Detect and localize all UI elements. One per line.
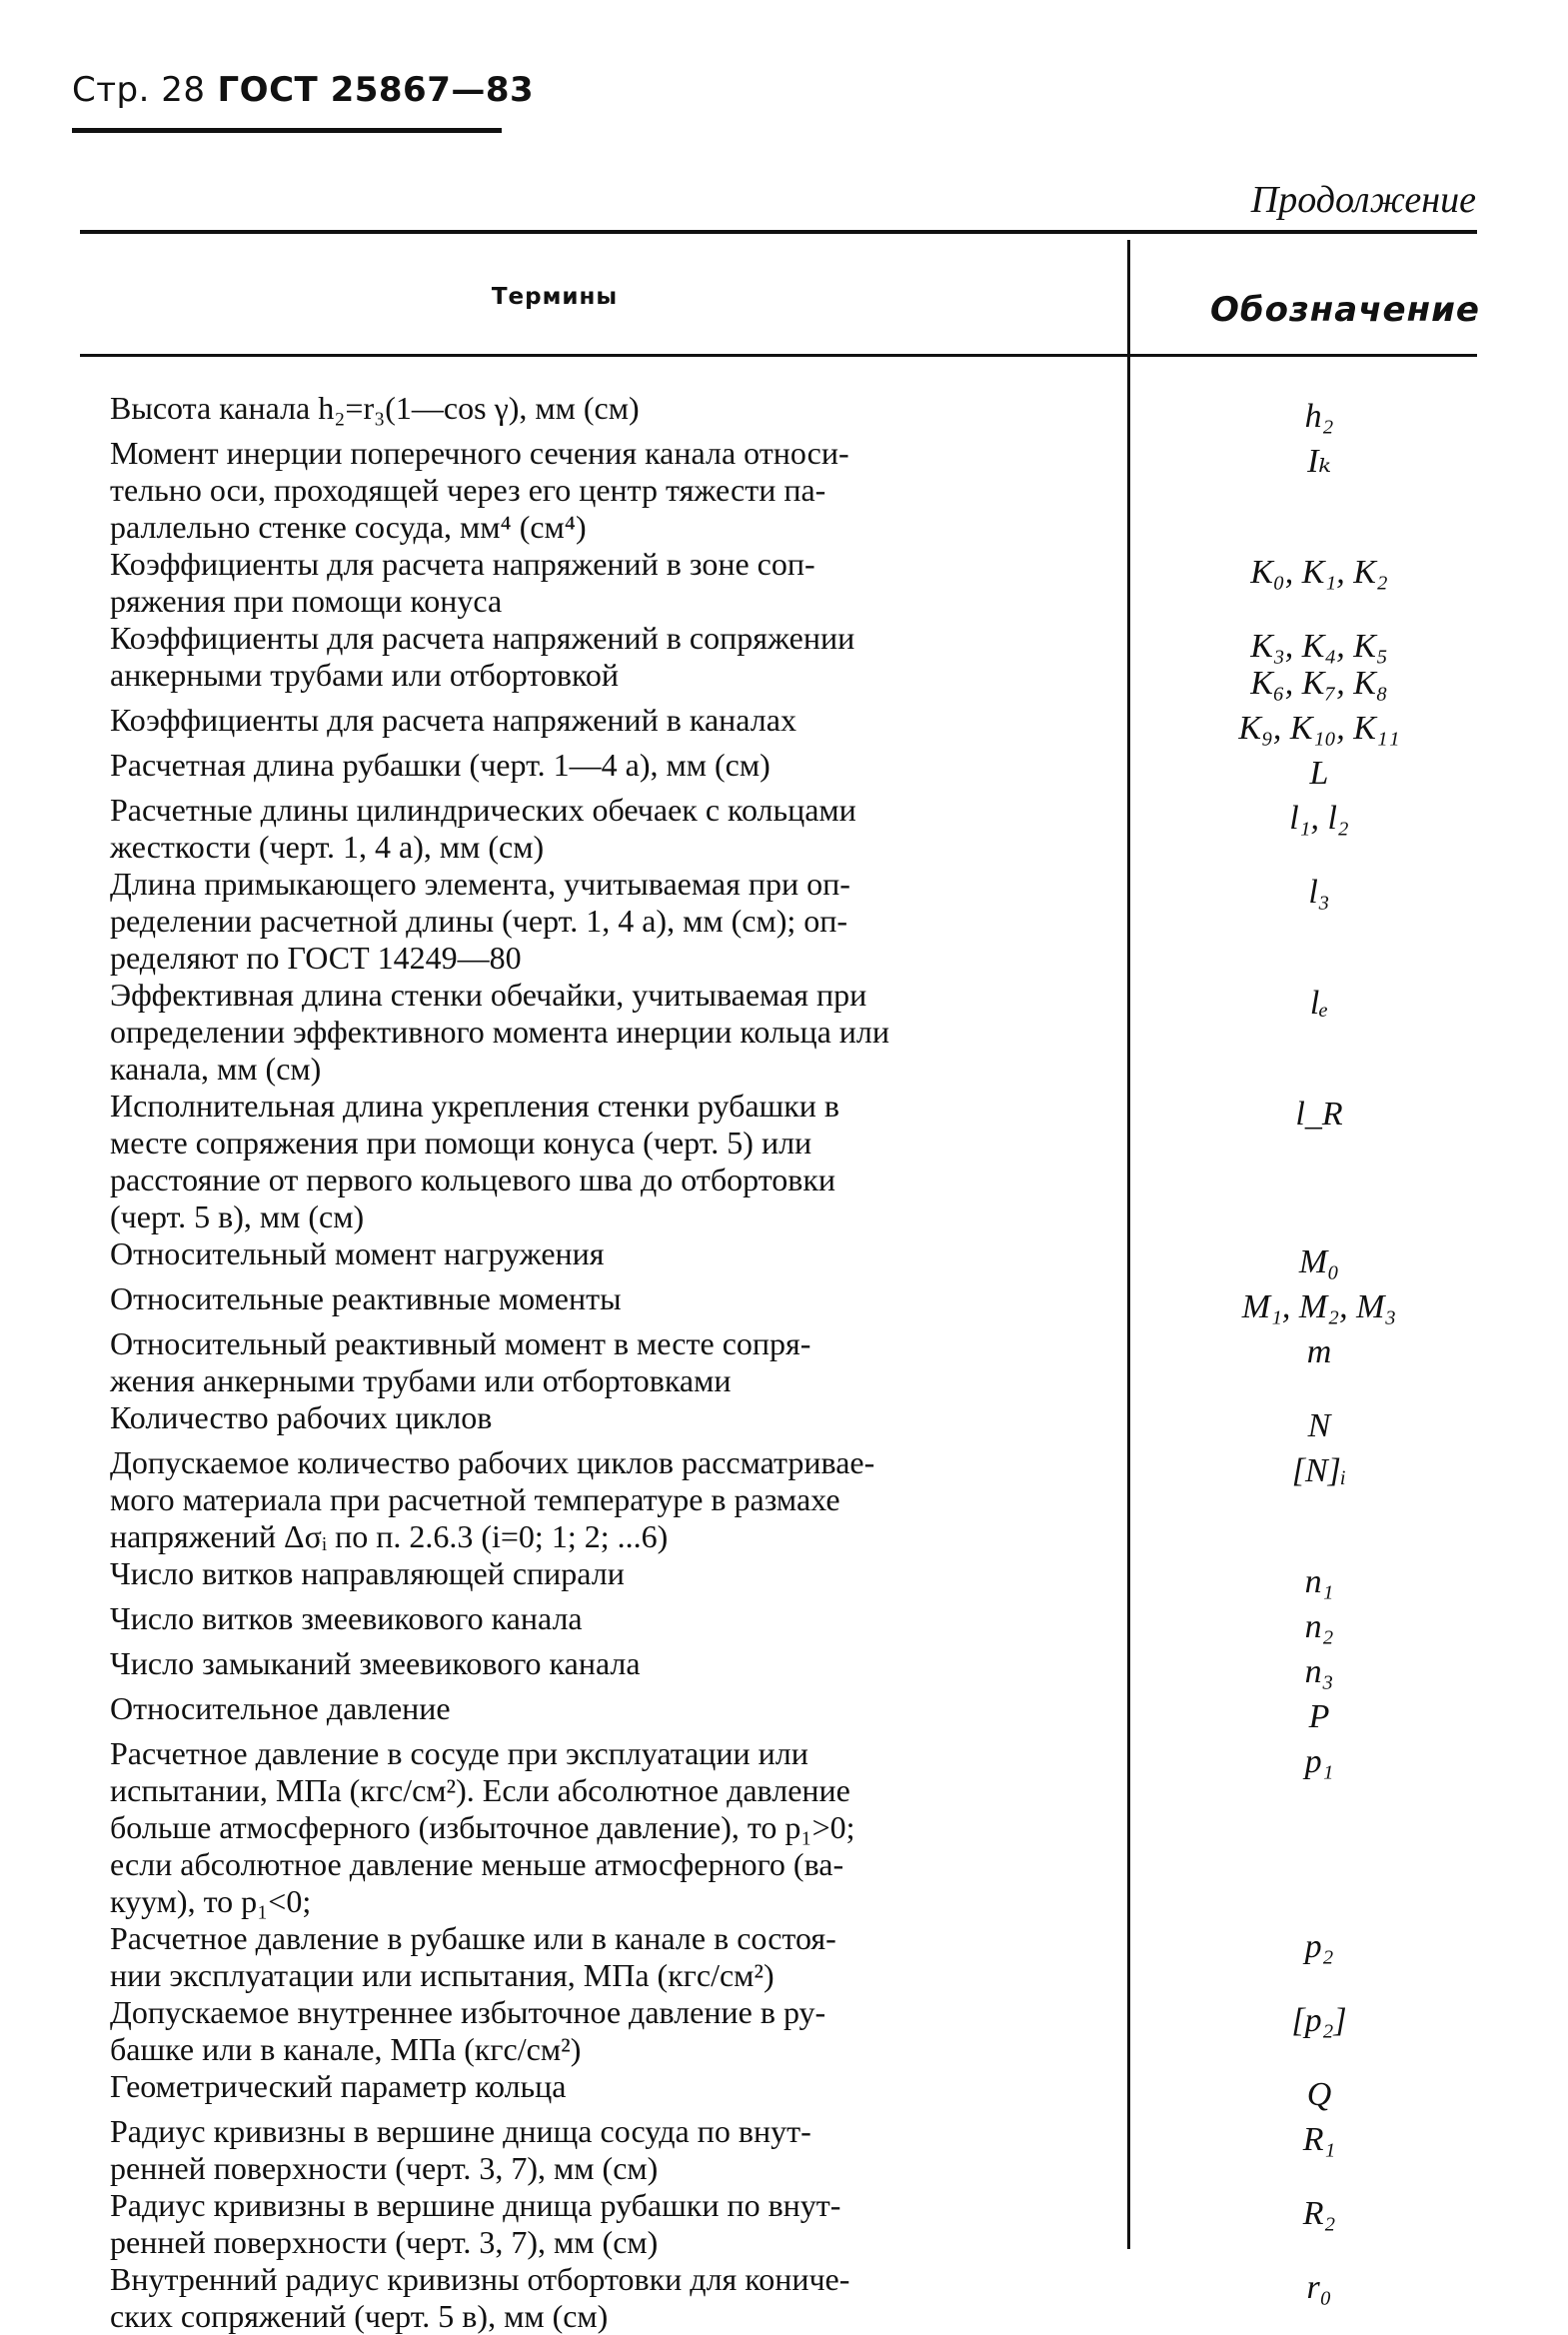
table-row <box>110 1600 1489 1645</box>
term-line: испытании, МПа (кгс/см²). Если абсолютное давление <box>110 1772 850 1808</box>
term-text <box>110 1690 1119 1727</box>
term-line: Коэффициенты для расчета напряжений в каналах <box>110 702 796 738</box>
table-row <box>110 1444 1489 1555</box>
term-text <box>110 1600 1119 1637</box>
table-row <box>110 1235 1489 1280</box>
term-text <box>110 1920 1119 1994</box>
term-line: куум), то p₁<0; <box>110 1883 312 1919</box>
table-row <box>110 620 1489 702</box>
term-line: жения анкерными трубами или отбортовками <box>110 1362 732 1398</box>
table-row <box>110 1735 1489 1920</box>
term-text <box>110 620 1119 694</box>
table-row <box>110 1555 1489 1600</box>
term-symbol: R₁ <box>1302 2121 1336 2158</box>
continuation-label: Продолжение <box>1250 179 1476 221</box>
term-symbol: L <box>1309 755 1329 792</box>
term-text <box>110 1555 1119 1592</box>
term-line: ренней поверхности (черт. 3, 7), мм (см) <box>110 2150 659 2186</box>
term-symbol: l₃ <box>1308 874 1330 911</box>
table-row <box>110 1994 1489 2068</box>
term-line: канала, мм (см) <box>110 1051 322 1087</box>
term-symbol: K₉, K₁₀, K₁₁ <box>1238 710 1400 747</box>
term-line: напряжений Δσᵢ по п. 2.6.3 (i=0; 1; 2; ...6) <box>110 1518 669 1554</box>
term-line: Радиус кривизны в вершине днища сосуда по внут- <box>110 2113 811 2149</box>
term-line: ределении расчетной длины (черт. 1, 4 а), мм (см); оп- <box>110 903 848 939</box>
term-line: Число витков змеевикового канала <box>110 1600 583 1636</box>
standard-code: ГОСТ 25867—83 <box>217 70 535 110</box>
term-line: Момент инерции поперечного сечения канала относи- <box>110 435 849 471</box>
column-header-symbol: Обозначение <box>1210 290 1480 330</box>
term-symbol: Iₖ <box>1307 443 1331 480</box>
term-symbol: Q <box>1306 2076 1332 2113</box>
term-text <box>110 747 1119 784</box>
term-symbol: n₁ <box>1304 1563 1334 1600</box>
term-text <box>110 435 1119 546</box>
table-row <box>110 1399 1489 1444</box>
term-text <box>110 792 1119 866</box>
term-line: жесткости (черт. 1, 4 а), мм (см) <box>110 829 545 865</box>
term-symbol: [N]ᵢ <box>1291 1452 1347 1489</box>
term-text <box>110 1280 1119 1317</box>
term-line: Допускаемое внутреннее избыточное давление в ру- <box>110 1994 826 2030</box>
term-symbol: K₀, K₁, K₂ <box>1250 554 1388 591</box>
term-line: расстояние от первого кольцевого шва до отбортовки <box>110 1162 836 1197</box>
term-text <box>110 866 1119 977</box>
term-line: Количество рабочих циклов <box>110 1399 493 1435</box>
term-line: Относительный момент нагружения <box>110 1235 605 1271</box>
term-line: анкерными трубами или отбортовкой <box>110 657 620 693</box>
table-row <box>110 435 1489 546</box>
term-line: башке или в канале, МПа (кгс/см²) <box>110 2031 582 2067</box>
term-symbol: r₀ <box>1306 2269 1332 2306</box>
term-line: Исполнительная длина укрепления стенки рубашки в <box>110 1088 839 1124</box>
term-line: ределяют по ГОСТ 14249—80 <box>110 940 522 976</box>
term-text <box>110 702 1119 739</box>
term-line: раллельно стенке сосуда, мм⁴ (см⁴) <box>110 509 587 545</box>
term-line: (черт. 5 в), мм (см) <box>110 1198 365 1234</box>
term-line: Допускаемое количество рабочих циклов рассматривае- <box>110 1444 875 1480</box>
term-line: Радиус кривизны в вершине днища рубашки по внут- <box>110 2187 841 2223</box>
table-row <box>110 546 1489 620</box>
table-row <box>110 1690 1489 1735</box>
term-line: Относительный реактивный момент в месте сопря- <box>110 1325 811 1361</box>
table-header-rule <box>80 354 1477 357</box>
page-number: Стр. 28 <box>72 70 206 110</box>
term-text <box>110 1399 1119 1436</box>
term-line: Расчетное давление в сосуде при эксплуатации или <box>110 1735 808 1771</box>
term-line: Коэффициенты для расчета напряжений в зоне соп- <box>110 546 815 582</box>
term-text <box>110 546 1119 620</box>
table-row <box>110 1325 1489 1399</box>
column-header-terms: Термины <box>491 284 619 310</box>
term-symbol: p₂ <box>1304 1928 1334 1965</box>
term-text <box>110 1235 1119 1272</box>
term-line: Относительные реактивные моменты <box>110 1280 622 1316</box>
table-row <box>110 977 1489 1088</box>
term-line: Расчетное давление в рубашке или в канале в состоя- <box>110 1920 836 1956</box>
table-row <box>110 2113 1489 2187</box>
table-row <box>110 1088 1489 1235</box>
term-line: ряжения при помощи конуса <box>110 583 503 619</box>
term-symbol: lₑ <box>1309 985 1329 1022</box>
term-line: Число замыканий змеевикового канала <box>110 1645 641 1681</box>
term-text <box>110 2113 1119 2187</box>
table-row <box>110 866 1489 977</box>
term-text <box>110 2187 1119 2261</box>
term-line: больше атмосферного (избыточное давление), то p₁>0; <box>110 1809 855 1845</box>
term-line: определении эффективного момента инерции кольца или <box>110 1014 889 1050</box>
table-row <box>110 1920 1489 1994</box>
term-text <box>110 1325 1119 1399</box>
term-line: если абсолютное давление меньше атмосферного (ва- <box>110 1846 844 1882</box>
term-symbol: R₂ <box>1302 2195 1336 2232</box>
term-line: Расчетные длины цилиндрических обечаек с кольцами <box>110 792 856 828</box>
table-row <box>110 702 1489 747</box>
term-text <box>110 977 1119 1088</box>
term-text <box>110 1645 1119 1682</box>
term-text <box>110 1088 1119 1235</box>
term-line: Относительное давление <box>110 1690 451 1726</box>
page-header <box>72 70 534 110</box>
term-symbol: [p₂] <box>1291 2002 1347 2039</box>
table-row <box>110 390 1489 435</box>
table-row <box>110 2187 1489 2261</box>
term-line: Геометрический параметр кольца <box>110 2068 567 2104</box>
term-text <box>110 1994 1119 2068</box>
term-symbol: M₀ <box>1298 1243 1340 1280</box>
term-symbol: K₃, K₄, K₅ K₆, K₇, K₈ <box>1250 628 1388 702</box>
table-row <box>110 747 1489 792</box>
term-text <box>110 390 1119 427</box>
term-line: ских сопряжений (черт. 5 в), мм (см) <box>110 2298 609 2334</box>
term-line: Высота канала h₂=r₃(1—cos γ), мм (см) <box>110 390 640 426</box>
term-symbol: l_R <box>1295 1096 1343 1133</box>
table-row <box>110 1280 1489 1325</box>
term-symbol: P <box>1308 1698 1330 1735</box>
term-line: мого материала при расчетной температуре в размахе <box>110 1481 840 1517</box>
term-symbol: n₂ <box>1304 1608 1334 1645</box>
term-symbol: p₁ <box>1304 1743 1334 1780</box>
term-line: нии эксплуатации или испытания, МПа (кгс/см²) <box>110 1957 775 1993</box>
term-line: Эффективная длина стенки обечайки, учитываемая при <box>110 977 867 1013</box>
terms-table-body <box>110 390 1489 2335</box>
term-line: тельно оси, проходящей через его центр тяжести па- <box>110 472 826 508</box>
term-line: месте сопряжения при помощи конуса (черт. 5) или <box>110 1125 812 1161</box>
term-line: ренней поверхности (черт. 3, 7), мм (см) <box>110 2224 659 2260</box>
table-row <box>110 2068 1489 2113</box>
term-symbol: h₂ <box>1304 398 1334 435</box>
header-underline <box>72 128 502 133</box>
term-symbol: n₃ <box>1304 1653 1334 1690</box>
term-symbol: M₁, M₂, M₃ <box>1241 1288 1397 1325</box>
table-row <box>110 1645 1489 1690</box>
term-text <box>110 1444 1119 1555</box>
table-top-rule <box>80 230 1477 234</box>
term-symbol: m <box>1306 1333 1332 1370</box>
term-line: Длина примыкающего элемента, учитываемая при оп- <box>110 866 850 902</box>
term-line: Число витков направляющей спирали <box>110 1555 625 1591</box>
term-text <box>110 1735 1119 1920</box>
term-line: Коэффициенты для расчета напряжений в сопряжении <box>110 620 855 656</box>
term-line: Внутренний радиус кривизны отбортовки для кониче- <box>110 2261 850 2297</box>
table-row <box>110 792 1489 866</box>
term-symbol: l₁, l₂ <box>1289 800 1349 837</box>
term-symbol: N <box>1307 1407 1331 1444</box>
term-text <box>110 2068 1119 2105</box>
term-line: Расчетная длина рубашки (черт. 1—4 а), мм (см) <box>110 747 771 783</box>
